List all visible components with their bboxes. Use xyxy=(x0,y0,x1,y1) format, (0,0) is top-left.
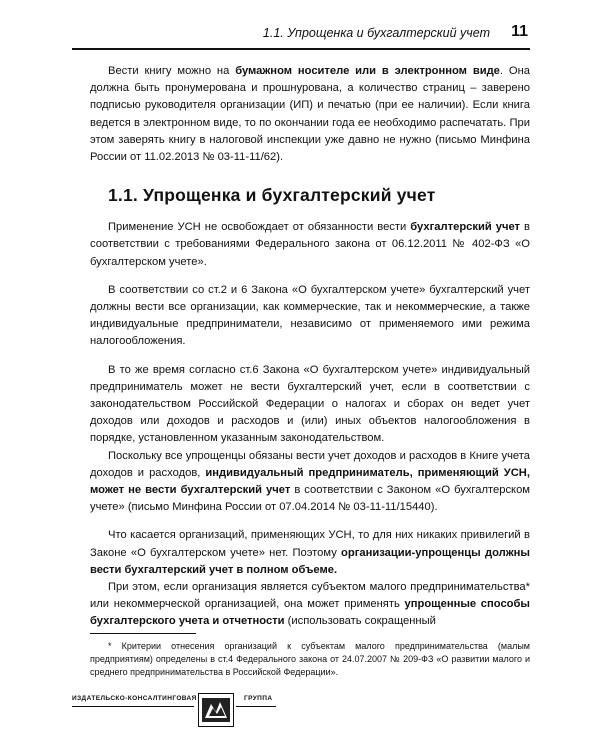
bold-run: упрощенные способы бухгалтерского учета и отчетности xyxy=(90,598,530,628)
page-number: 11 xyxy=(511,23,528,40)
body-text xyxy=(90,63,530,631)
footnote: * Критерии отнесения организаций к субъектам малого предпринимательства (малым предприятиям) определены в ст.4 Федерального закона от 24.07.2007 № 209-ФЗ «О развитии малого и среднего предпринимательства в Российской Федерации». xyxy=(90,641,530,677)
paragraph-4 xyxy=(90,362,530,448)
section-heading: 1.1. Упрощенка и бухгалтерский учет xyxy=(108,185,436,206)
text-run: Вести книгу можно на xyxy=(108,65,236,77)
text-run: . Она должна быть пронумерована и прошнурована, а количество страниц – заверено подписью руководителя организации (ИП) и печатью (при ее наличии). Если книга ведется в электронном виде, то по окончании года ее необходимо распечатать. При этом заверять книгу в налоговой инспекции уже давно не нужно (письмо Минфина России от 11.02.2013 № 03-11-11/62). xyxy=(90,65,530,164)
logo-rule-left xyxy=(72,706,194,707)
paragraph-3 xyxy=(90,282,530,351)
paragraph-1 xyxy=(90,63,530,166)
paragraph-6 xyxy=(90,527,530,579)
bold-run: индивидуальный предприниматель, применяющий УСН, может не вести бухгалтерский учет xyxy=(90,466,530,497)
bold-run: бумажном носителе или в электронном виде xyxy=(235,65,500,77)
text-run: в соответствии с требованиями Федерального закона от 06.12.2011 № 402-ФЗ «О бухгалтерском учете». xyxy=(90,221,530,268)
bold-run: бухгалтерский учет xyxy=(410,221,521,234)
publisher-name-right: ГРУППА xyxy=(244,695,273,702)
text-run: (использовать сокращенный xyxy=(284,615,436,628)
running-title: 1.1. Упрощенка и бухгалтерский учет xyxy=(262,26,490,40)
footnote-divider xyxy=(90,633,196,634)
text-run: Применение УСН не освобождает от обязанности вести xyxy=(108,221,411,234)
paragraph-2 xyxy=(90,219,530,271)
publisher-logo-icon xyxy=(198,693,234,727)
text-run: В то же время согласно ст.6 Закона «О бухгалтерском учете» индивидуальный предприниматель может не вести бухгалтерский учет, если в соответствии с законодательством Российской Федерации о налогах и сборах он ведет учет доходов или доходов и расходов и (или) иных объектов налогообложения в порядке, установленном указанным законодательством. xyxy=(90,363,530,445)
text-run: в соответствии с Законом «О бухгалтерском учете» (письмо Минфина России от 07.04.2014 № 03-11-11/15440). xyxy=(90,484,530,514)
publisher-logo xyxy=(72,695,282,725)
text-run: При этом, если организация является субъектом малого предпринимательства* или некоммерческой организацией, она может применять xyxy=(90,581,530,611)
running-header xyxy=(72,24,530,50)
publisher-name-left: ИЗДАТЕЛЬСКО-КОНСАЛТИНГОВАЯ xyxy=(72,695,197,702)
text-run: Поскольку все упрощенцы обязаны вести учет доходов и расходов в Книге учета доходов и расходов, xyxy=(90,449,530,479)
text-run: Что касается организаций, применяющих УСН, то для них никаких привилегий в Законе «О бухгалтерском учете» нет. Поэтому xyxy=(90,529,530,559)
text-run: В соответствии со ст.2 и 6 Закона «О бухгалтерском учете» бухгалтерский учет должны вести все организации, как коммерческие, так и некоммерческие, а также индивидуальные предприниматели, независимо от применяемого ими режима налогообложения. xyxy=(90,283,530,348)
paragraph-7 xyxy=(90,579,530,631)
logo-rule-right xyxy=(236,706,276,707)
paragraph-5 xyxy=(90,448,530,517)
bold-run: организации-упрощенцы должны вести бухгалтерский учет в полном объеме. xyxy=(90,546,530,576)
